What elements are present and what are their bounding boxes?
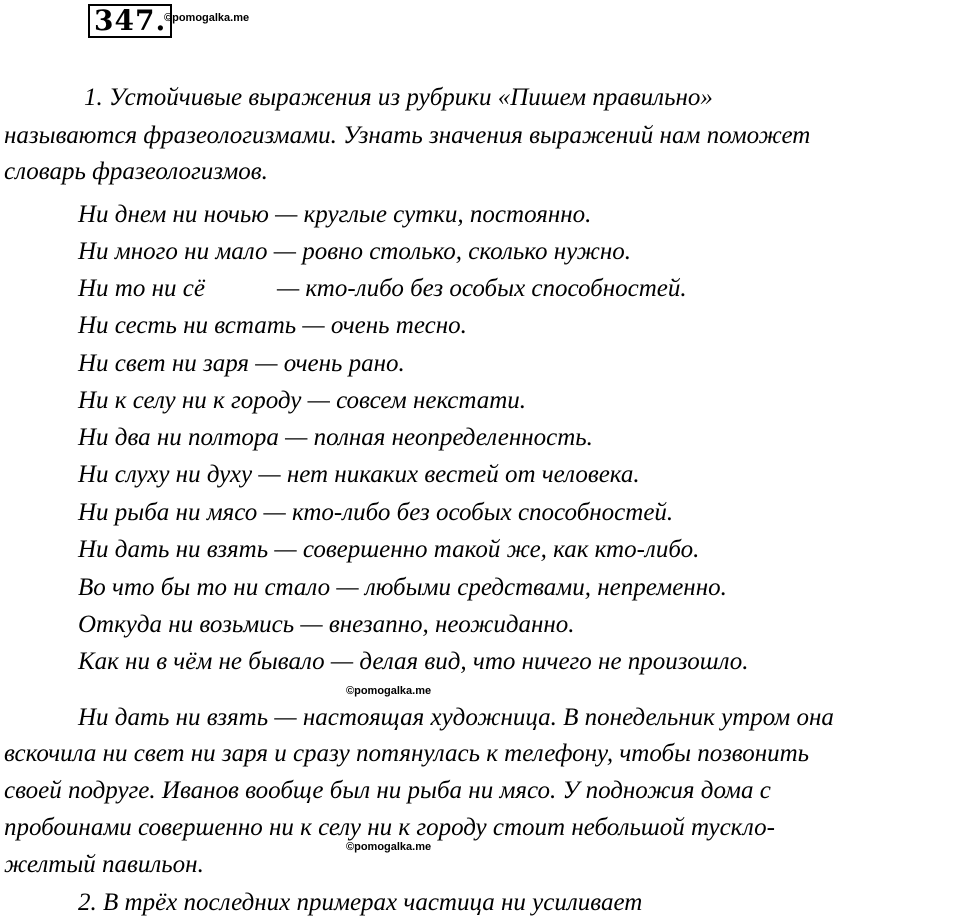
- phrase-line: Ни дать ни взять — совершенно такой же, как кто-либо.: [78, 536, 700, 563]
- phrase-definition: — кто-либо без особых способностей.: [276, 275, 687, 302]
- intro-line-2: называются фразеологизмами. Узнать значения выражений нам поможет: [4, 122, 811, 149]
- watermark: ©pomogalka.me: [164, 12, 250, 24]
- phrase-line: Ни много ни мало — ровно столько, сколько нужно.: [78, 238, 632, 265]
- example-line-4: пробоинами совершенно ни к селу ни к городу стоит небольшой тускло-: [4, 814, 775, 841]
- part-2-line: 2. В трёх последних примерах частица ни усиливает: [78, 889, 643, 916]
- phrase-line: Ни свет ни заря — очень рано.: [78, 350, 405, 377]
- example-line-2: вскочила ни свет ни заря и сразу потянулась к телефону, чтобы позвонить: [4, 740, 810, 767]
- intro-line-1: 1. Устойчивые выражения из рубрики «Пишем правильно»: [84, 84, 713, 111]
- phrase-line: Во что бы то ни стало — любыми средствами, непременно.: [78, 574, 727, 601]
- phrase-term: Ни то ни сё: [78, 275, 205, 302]
- phrase-line: Ни два ни полтора — полная неопределенность.: [78, 424, 593, 451]
- watermark: ©pomogalka.me: [346, 841, 432, 853]
- phrase-line: Ни сесть ни встать — очень тесно.: [78, 312, 467, 339]
- phrase-line: Ни рыба ни мясо — кто-либо без особых способностей.: [78, 499, 674, 526]
- phrase-line: Как ни в чём не бывало — делая вид, что ничего не произошло.: [78, 648, 749, 675]
- phrase-line: Ни днем ни ночью — круглые сутки, постоянно.: [78, 201, 592, 228]
- phrase-line: Ни к селу ни к городу — совсем некстати.: [78, 387, 527, 414]
- phrase-line: [78, 274, 687, 304]
- phrase-line: Откуда ни возьмись — внезапно, неожиданно.: [78, 611, 575, 638]
- task-number: 347.: [88, 4, 172, 38]
- watermark: ©pomogalka.me: [346, 685, 432, 697]
- example-line-1: Ни дать ни взять — настоящая художница. В понедельник утром она: [78, 704, 834, 731]
- intro-line-3: словарь фразеологизмов.: [4, 158, 268, 185]
- example-line-3: своей подруге. Иванов вообще был ни рыба ни мясо. У подножия дома с: [4, 777, 771, 804]
- example-line-5: желтый павильон.: [4, 851, 204, 878]
- phrase-line: Ни слуху ни духу — нет никаких вестей от человека.: [78, 461, 640, 488]
